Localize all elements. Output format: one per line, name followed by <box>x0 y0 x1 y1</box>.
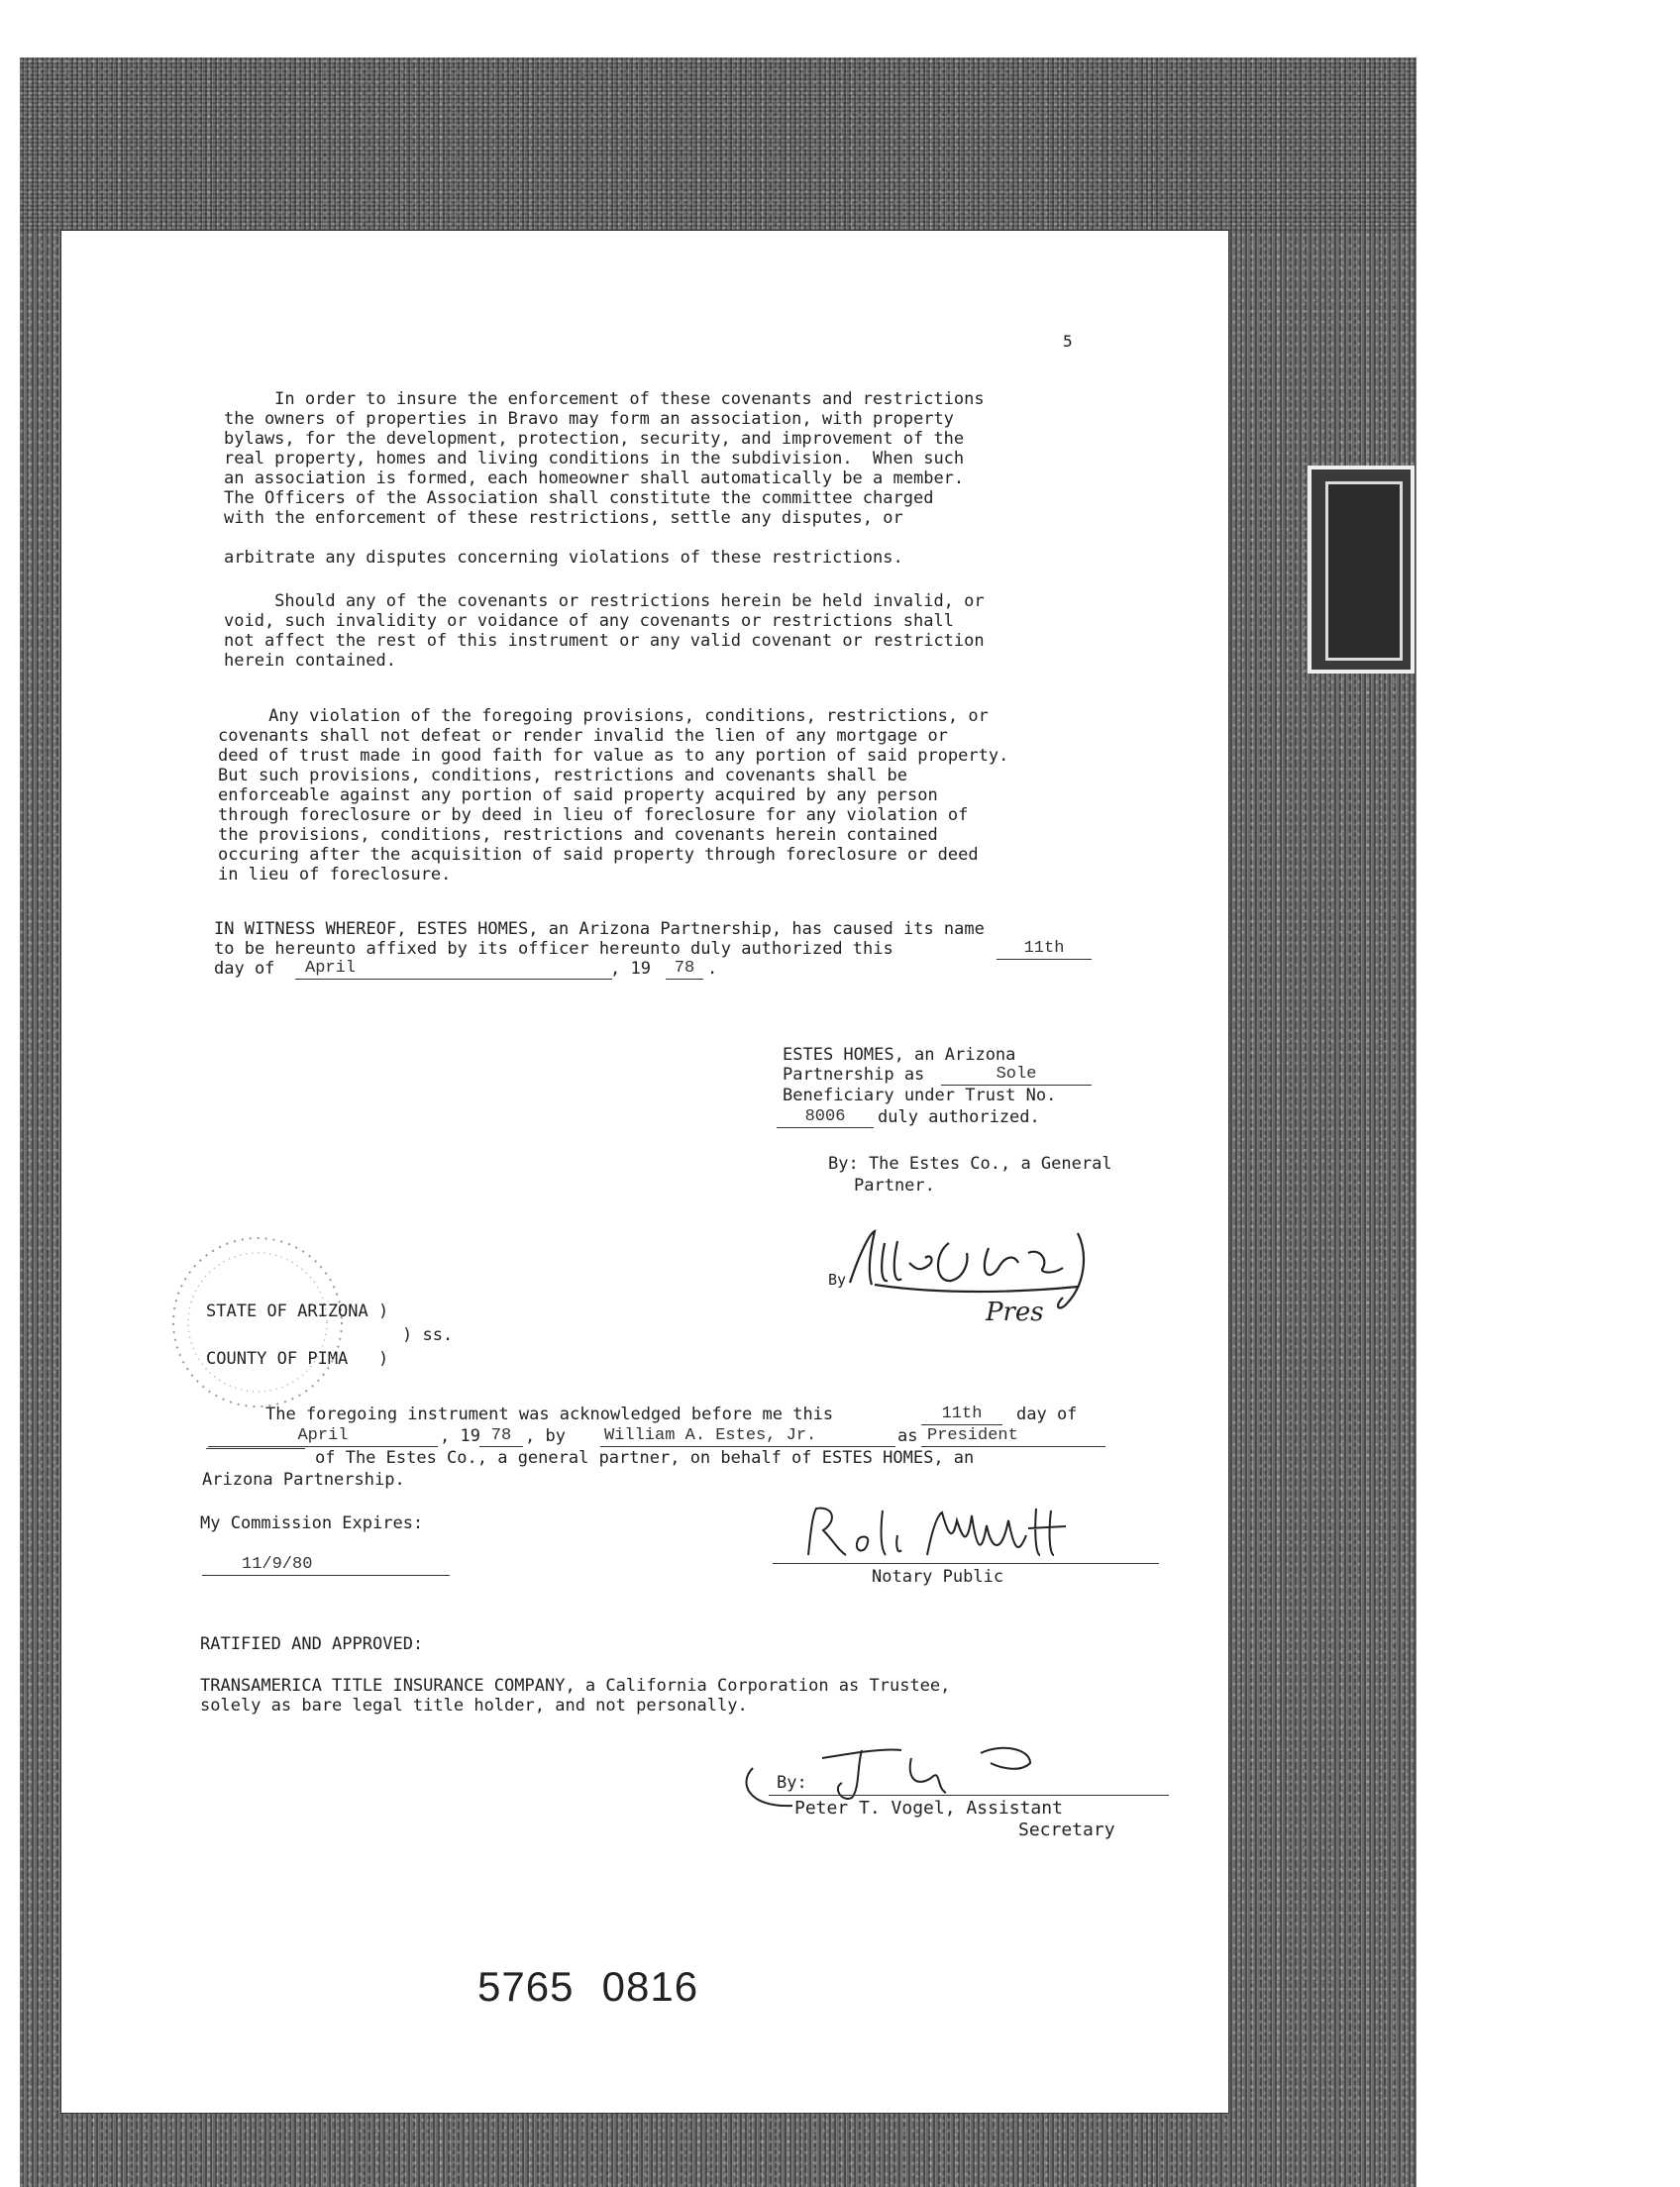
ack-name-field: William A. Estes, Jr. <box>600 1426 895 1447</box>
witness-day-field: 11th <box>997 939 1092 960</box>
text-line: bylaws, for the development, protection, security, and improvement of the <box>224 429 965 449</box>
text-line: By: The Estes Co., a General <box>828 1154 1112 1174</box>
text-line: in lieu of foreclosure. <box>218 865 452 885</box>
text-line: occuring after the acquisition of said property through foreclosure or deed <box>218 845 979 865</box>
text-line: enforceable against any portion of said property acquired by any person <box>218 785 938 805</box>
binder-clip <box>1308 466 1415 674</box>
text-line: day of <box>214 959 275 979</box>
by-label: By <box>828 1271 847 1289</box>
text-line: not affect the rest of this instrument or any valid covenant or restriction <box>224 631 985 651</box>
text-line: IN WITNESS WHEREOF, ESTES HOMES, an Arizona Partnership, has caused its name <box>214 919 985 939</box>
text-line: of The Estes Co., a general partner, on behalf of ESTES HOMES, an <box>315 1448 975 1468</box>
text-line: deed of trust made in good faith for value as to any portion of said property. <box>218 746 1009 766</box>
witness-year-field: 78 <box>666 959 703 980</box>
trustee-signer: Peter T. Vogel, Assistant <box>794 1798 1063 1819</box>
commission-date-field: 11/9/80 <box>202 1555 450 1576</box>
text-line: Partnership as <box>783 1065 925 1085</box>
binder-clip-inner <box>1325 481 1403 661</box>
text-line: void, such invalidity or voidance of any covenants or restrictions shall <box>224 611 954 631</box>
county-line: COUNTY OF PIMA ) <box>206 1349 389 1369</box>
commission-label: My Commission Expires: <box>200 1513 424 1533</box>
blank-field <box>206 1448 305 1449</box>
text-line: herein contained. <box>224 651 396 671</box>
text-line: arbitrate any disputes concerning violations of these restrictions. <box>224 548 903 568</box>
text-line: , by <box>525 1426 566 1446</box>
text-line: real property, homes and living conditions in the subdivision. When such <box>224 449 965 469</box>
trustee-by-label: By: <box>777 1773 807 1793</box>
page-number: 5 <box>1063 332 1073 351</box>
text-line: with the enforcement of these restrictions, settle any disputes, or <box>224 508 903 528</box>
trust-number-field: 8006 <box>777 1107 874 1128</box>
ack-month-field: April <box>208 1426 438 1447</box>
text-line: But such provisions, conditions, restrictions and covenants shall be <box>218 766 907 785</box>
ss-line: ) ss. <box>402 1325 454 1345</box>
recording-number: 5765 0816 <box>477 1963 699 2010</box>
notary-signature-line <box>773 1563 1159 1564</box>
ack-year-field: 78 <box>479 1426 523 1447</box>
text-line: Should any of the covenants or restrictions herein be held invalid, or <box>224 591 985 611</box>
ack-title-field: President <box>921 1426 1105 1447</box>
text-line: TRANSAMERICA TITLE INSURANCE COMPANY, a California Corporation as Trustee, <box>200 1676 951 1696</box>
trustee-signer-title: Secretary <box>1018 1820 1115 1840</box>
text-line: Any violation of the foregoing provisions, conditions, restrictions, or <box>218 706 989 726</box>
scan-noise <box>20 57 1417 231</box>
notary-seal <box>158 1223 357 1425</box>
text-line: In order to insure the enforcement of these covenants and restrictions <box>224 389 985 409</box>
text-line: The Officers of the Association shall constitute the committee charged <box>224 488 934 508</box>
witness-month-field: April <box>295 959 612 980</box>
ack-day-field: 11th <box>921 1405 1002 1425</box>
text-line: through foreclosure or by deed in lieu of foreclosure for any violation of <box>218 805 969 825</box>
text-line: , 19 <box>610 959 651 979</box>
text-line: duly authorized. <box>878 1107 1040 1127</box>
handwritten-title: Pres <box>986 1298 1044 1327</box>
text-line: Partner. <box>854 1176 935 1196</box>
text-line: The foregoing instrument was acknowledged before me this <box>265 1405 834 1424</box>
text-line: Arizona Partnership. <box>202 1470 405 1490</box>
text-line: as <box>897 1426 918 1446</box>
text-line: day of <box>1016 1405 1078 1424</box>
trustee-signature-line <box>769 1795 1169 1796</box>
text-line: , 19 <box>440 1426 480 1446</box>
notary-signature <box>798 1501 1115 1570</box>
text-line: ESTES HOMES, an Arizona <box>783 1045 1016 1065</box>
ratified-heading: RATIFIED AND APPROVED: <box>200 1634 424 1654</box>
estes-as-field: Sole <box>941 1065 1092 1086</box>
state-line: STATE OF ARIZONA ) <box>206 1302 389 1321</box>
text-line: solely as bare legal title holder, and not personally. <box>200 1696 748 1716</box>
notary-label: Notary Public <box>872 1567 1004 1587</box>
text-line: covenants shall not defeat or render invalid the lien of any mortgage or <box>218 726 948 746</box>
text-line: the owners of properties in Bravo may form an association, with property <box>224 409 954 429</box>
text-line: an association is formed, each homeowner shall automatically be a member. <box>224 469 965 488</box>
text-line: Beneficiary under Trust No. <box>783 1086 1057 1105</box>
text-line: . <box>707 959 718 979</box>
text-line: to be hereunto affixed by its officer hereunto duly authorized this <box>214 939 893 959</box>
text-line: the provisions, conditions, restrictions and covenants herein contained <box>218 825 938 845</box>
